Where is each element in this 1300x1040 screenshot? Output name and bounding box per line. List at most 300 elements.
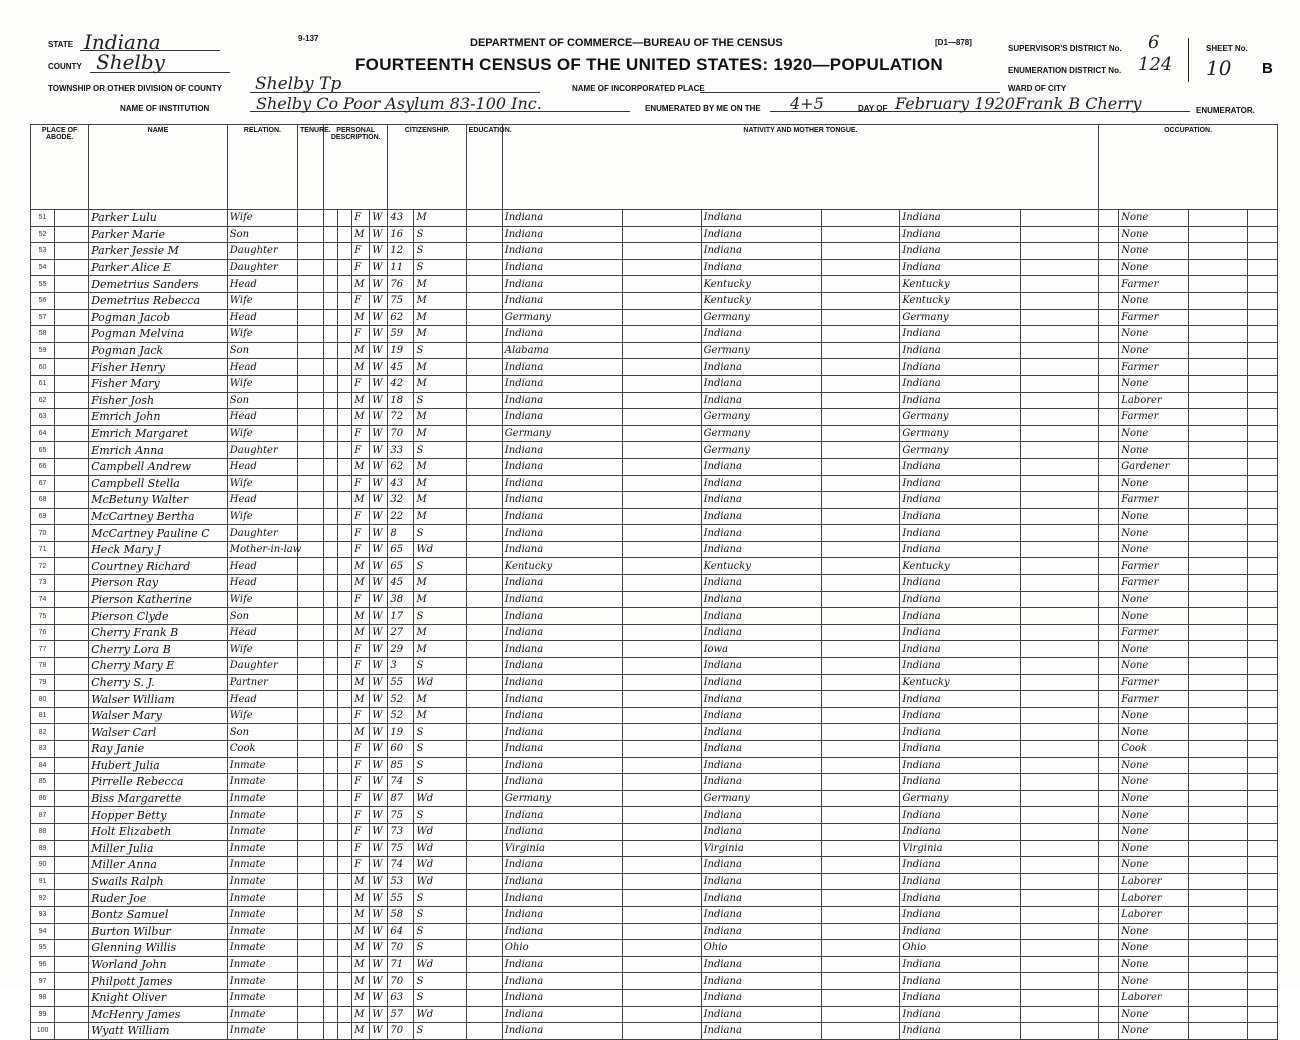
cell-mother: Virginia [900,840,1020,857]
cell-age: 55 [388,890,414,907]
cell-father: Kentucky [701,558,821,575]
cell-age: 52 [388,691,414,708]
cell-birth: Germany [502,790,622,807]
cell-mother: Germany [900,309,1020,326]
table-row [31,1023,1278,1040]
cell-mother: Germany [900,425,1020,442]
cell-marital: Wd [414,840,466,857]
cell-blank [1020,292,1098,309]
enumerated-month: February 1920 [895,94,1015,113]
cell-blank [1189,442,1247,459]
cell-blank [623,923,701,940]
cell-race: W [370,276,388,293]
cell-mother: Indiana [900,857,1020,874]
cell-occupation: None [1119,940,1189,957]
cell-father: Indiana [701,873,821,890]
cell-line: 63 [31,409,55,426]
cell-marital: S [414,392,466,409]
cell-blank [822,641,900,658]
cell-race: W [370,741,388,758]
cell-age: 52 [388,707,414,724]
cell-marital: Wd [414,541,466,558]
cell-birth: Indiana [502,243,622,260]
table-row [31,409,1278,426]
cell-blank [1189,375,1247,392]
cell-blank [324,956,338,973]
cell-blank [466,641,502,658]
cell-blank [298,790,324,807]
cell-mother: Indiana [900,475,1020,492]
cell-relation: Inmate [227,873,297,890]
cell-line: 58 [31,326,55,343]
cell-blank [1189,226,1247,243]
cell-blank [338,840,352,857]
cell-blank [324,243,338,260]
cell-occupation: Cook [1119,741,1189,758]
cell-blank [1099,458,1119,475]
cell-blank [298,658,324,675]
cell-name: Courtney Richard [89,558,228,575]
cell-marital: S [414,226,466,243]
cell-relation: Inmate [227,757,297,774]
table-row [31,956,1278,973]
cell-blank [1020,392,1098,409]
cell-father: Indiana [701,890,821,907]
cell-mother: Indiana [900,492,1020,509]
cell-blank [1020,624,1098,641]
cell-blank [1247,823,1277,840]
cell-blank [338,857,352,874]
cell-blank [1247,442,1277,459]
table-row [31,326,1278,343]
cell-sex: F [352,790,370,807]
cell-blank [1099,707,1119,724]
cell-blank [338,442,352,459]
cell-age: 75 [388,807,414,824]
cell-blank [822,807,900,824]
cell-blank [1247,857,1277,874]
cell-relation: Head [227,359,297,376]
cell-blank [55,226,89,243]
cell-mother: Indiana [900,956,1020,973]
table-row [31,857,1278,874]
cell-relation: Son [227,342,297,359]
cell-age: 32 [388,492,414,509]
cell-marital: M [414,309,466,326]
cell-blank [324,857,338,874]
cell-blank [324,259,338,276]
cell-age: 8 [388,525,414,542]
cell-marital: S [414,558,466,575]
cell-blank [466,210,502,227]
cell-occupation: Farmer [1119,624,1189,641]
cell-blank [55,591,89,608]
cell-blank [55,857,89,874]
cell-blank [1099,674,1119,691]
cell-blank [1189,807,1247,824]
cell-blank [623,691,701,708]
cell-blank [1020,823,1098,840]
cell-blank [623,724,701,741]
cell-marital: S [414,890,466,907]
cell-blank [1189,492,1247,509]
cell-name: Ruder Joe [89,890,228,907]
cell-blank [466,492,502,509]
cell-mother: Indiana [900,724,1020,741]
cell-marital: S [414,525,466,542]
cell-race: W [370,591,388,608]
cell-mother: Indiana [900,591,1020,608]
cell-birth: Indiana [502,857,622,874]
cell-blank [466,956,502,973]
cell-race: W [370,807,388,824]
cell-mother: Indiana [900,259,1020,276]
cell-blank [1189,641,1247,658]
cell-blank [1247,674,1277,691]
cell-mother: Indiana [900,525,1020,542]
cell-blank [1247,591,1277,608]
cell-blank [822,956,900,973]
cell-name: Cherry Mary E [89,658,228,675]
cell-blank [822,392,900,409]
cell-name: Walser Carl [89,724,228,741]
cell-mother: Indiana [900,210,1020,227]
cell-blank [298,608,324,625]
cell-mother: Indiana [900,906,1020,923]
cell-marital: S [414,259,466,276]
cell-blank [298,309,324,326]
cell-father: Indiana [701,1006,821,1023]
cell-blank [55,906,89,923]
cell-race: W [370,292,388,309]
cell-father: Indiana [701,525,821,542]
cell-blank [324,226,338,243]
cell-blank [55,442,89,459]
cell-mother: Kentucky [900,674,1020,691]
cell-line: 81 [31,707,55,724]
cell-blank [338,906,352,923]
cell-blank [1020,873,1098,890]
cell-blank [822,226,900,243]
cell-blank [1020,1023,1098,1040]
cell-blank [1247,989,1277,1006]
cell-father: Indiana [701,375,821,392]
cell-blank [623,342,701,359]
cell-blank [1020,1006,1098,1023]
cell-blank [1189,392,1247,409]
cell-birth: Germany [502,309,622,326]
cell-blank [1189,757,1247,774]
cell-occupation: None [1119,1006,1189,1023]
cell-mother: Indiana [900,458,1020,475]
cell-race: W [370,624,388,641]
cell-blank [298,906,324,923]
cell-relation: Wife [227,641,297,658]
cell-marital: S [414,807,466,824]
cell-blank [1020,558,1098,575]
cell-blank [1247,757,1277,774]
cell-father: Indiana [701,741,821,758]
cell-race: W [370,724,388,741]
cell-marital: M [414,375,466,392]
cell-relation: Inmate [227,774,297,791]
cell-father: Indiana [701,973,821,990]
table-row [31,375,1278,392]
cell-relation: Inmate [227,940,297,957]
cell-mother: Indiana [900,691,1020,708]
cell-occupation: None [1119,243,1189,260]
cell-mother: Indiana [900,375,1020,392]
cell-blank [623,292,701,309]
cell-blank [55,375,89,392]
cell-birth: Indiana [502,624,622,641]
cell-blank [623,442,701,459]
cell-blank [298,691,324,708]
cell-blank [623,906,701,923]
cell-line: 77 [31,641,55,658]
cell-blank [55,873,89,890]
cell-sex: M [352,342,370,359]
cell-blank [822,359,900,376]
cell-blank [55,259,89,276]
cell-blank [55,940,89,957]
cell-birth: Indiana [502,774,622,791]
cell-marital: M [414,492,466,509]
cell-blank [822,508,900,525]
cell-blank [1099,774,1119,791]
cell-blank [466,392,502,409]
table-row [31,458,1278,475]
table-row [31,425,1278,442]
cell-birth: Indiana [502,923,622,940]
cell-line: 52 [31,226,55,243]
cell-relation: Head [227,691,297,708]
cell-blank [324,541,338,558]
cell-marital: M [414,641,466,658]
cell-blank [324,641,338,658]
cell-occupation: Laborer [1119,989,1189,1006]
cell-occupation: Laborer [1119,873,1189,890]
cell-father: Indiana [701,923,821,940]
enumerated-label: ENUMERATED BY ME ON THE [645,104,761,113]
cell-blank [1099,873,1119,890]
cell-line: 78 [31,658,55,675]
cell-blank [822,674,900,691]
cell-father: Indiana [701,956,821,973]
cell-blank [324,458,338,475]
cell-blank [338,608,352,625]
cell-blank [466,624,502,641]
cell-name: Hubert Julia [89,757,228,774]
cell-blank [822,259,900,276]
cell-name: Parker Lulu [89,210,228,227]
cell-occupation: None [1119,956,1189,973]
cell-age: 11 [388,259,414,276]
cell-blank [1247,1023,1277,1040]
cell-marital: M [414,624,466,641]
cell-age: 29 [388,641,414,658]
cell-age: 19 [388,724,414,741]
cell-father: Indiana [701,475,821,492]
township-label: TOWNSHIP OR OTHER DIVISION OF COUNTY [48,84,222,93]
cell-blank [1189,624,1247,641]
cell-blank [1020,309,1098,326]
cell-blank [324,741,338,758]
cell-blank [822,923,900,940]
cell-sex: F [352,591,370,608]
cell-line: 97 [31,973,55,990]
ed-value: 124 [1138,54,1173,75]
cell-relation: Inmate [227,890,297,907]
cell-blank [466,525,502,542]
cell-marital: M [414,707,466,724]
cell-blank [466,276,502,293]
cell-blank [822,1006,900,1023]
cell-occupation: None [1119,508,1189,525]
cell-blank [1099,658,1119,675]
cell-blank [1099,741,1119,758]
cell-blank [298,575,324,592]
cell-birth: Indiana [502,890,622,907]
cell-blank [338,425,352,442]
cell-sex: M [352,409,370,426]
cell-blank [338,342,352,359]
cell-blank [55,707,89,724]
table-row [31,940,1278,957]
cell-blank [338,741,352,758]
cell-blank [466,691,502,708]
cell-blank [1189,409,1247,426]
cell-blank [1247,873,1277,890]
cell-relation: Wife [227,475,297,492]
cell-name: Knight Oliver [89,989,228,1006]
cell-blank [324,757,338,774]
cell-marital: S [414,923,466,940]
day-of-label: DAY OF [858,104,888,113]
cell-marital: S [414,906,466,923]
cell-blank [466,541,502,558]
cell-blank [1247,890,1277,907]
cell-blank [1189,674,1247,691]
cell-line: 96 [31,956,55,973]
cell-blank [822,774,900,791]
cell-father: Indiana [701,210,821,227]
cell-blank [55,840,89,857]
cell-blank [623,392,701,409]
cell-blank [298,1006,324,1023]
cell-age: 16 [388,226,414,243]
cell-line: 70 [31,525,55,542]
cell-blank [298,558,324,575]
cell-relation: Head [227,309,297,326]
cell-race: W [370,375,388,392]
cell-race: W [370,956,388,973]
cell-sex: F [352,210,370,227]
cell-mother: Germany [900,409,1020,426]
cell-blank [324,425,338,442]
cell-father: Indiana [701,857,821,874]
cell-marital: M [414,425,466,442]
cell-sex: M [352,392,370,409]
cell-blank [466,292,502,309]
cell-marital: S [414,1023,466,1040]
cell-blank [338,492,352,509]
cell-relation: Cook [227,741,297,758]
cell-father: Ohio [701,940,821,957]
cell-blank [338,210,352,227]
cell-relation: Son [227,226,297,243]
table-row [31,243,1278,260]
cell-blank [623,226,701,243]
cell-birth: Kentucky [502,558,622,575]
cell-marital: Wd [414,956,466,973]
cell-blank [1189,591,1247,608]
cell-father: Indiana [701,691,821,708]
cell-line: 100 [31,1023,55,1040]
cell-blank [822,492,900,509]
cell-race: W [370,309,388,326]
cell-blank [466,989,502,1006]
cell-blank [1020,210,1098,227]
cell-line: 66 [31,458,55,475]
cell-blank [822,691,900,708]
cell-age: 70 [388,940,414,957]
cell-blank [55,890,89,907]
cell-race: W [370,989,388,1006]
cell-father: Indiana [701,707,821,724]
cell-blank [822,475,900,492]
cell-blank [1247,541,1277,558]
cell-age: 12 [388,243,414,260]
cell-mother: Indiana [900,741,1020,758]
cell-blank [1247,425,1277,442]
cell-mother: Indiana [900,873,1020,890]
cell-blank [623,575,701,592]
cell-blank [1247,326,1277,343]
cell-father: Iowa [701,641,821,658]
cell-sex: F [352,508,370,525]
cell-blank [324,774,338,791]
cell-blank [466,1023,502,1040]
cell-occupation: None [1119,608,1189,625]
cell-blank [55,608,89,625]
cell-occupation: None [1119,442,1189,459]
cell-age: 59 [388,326,414,343]
table-row [31,276,1278,293]
cell-blank [822,375,900,392]
cell-mother: Indiana [900,923,1020,940]
cell-blank [1189,508,1247,525]
cell-name: Pirrelle Rebecca [89,774,228,791]
cell-occupation: Farmer [1119,409,1189,426]
cell-mother: Kentucky [900,292,1020,309]
cell-sex: F [352,541,370,558]
cell-blank [338,508,352,525]
cell-blank [55,658,89,675]
cell-blank [55,409,89,426]
cell-mother: Indiana [900,226,1020,243]
cell-blank [324,790,338,807]
cell-occupation: None [1119,210,1189,227]
cell-age: 22 [388,508,414,525]
cell-relation: Wife [227,508,297,525]
cell-blank [1099,890,1119,907]
cell-blank [1020,707,1098,724]
cell-relation: Inmate [227,973,297,990]
cell-line: 95 [31,940,55,957]
cell-name: Glenning Willis [89,940,228,957]
cell-blank [298,591,324,608]
